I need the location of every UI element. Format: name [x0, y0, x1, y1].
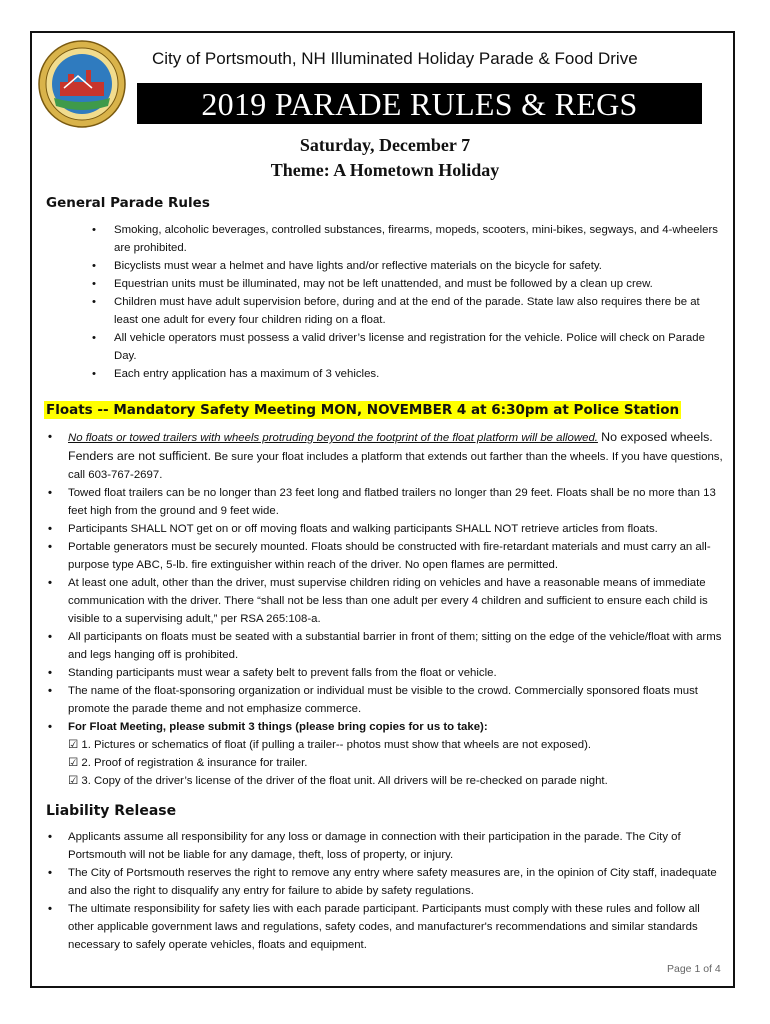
city-seal-icon [38, 40, 126, 128]
document-header-title: City of Portsmouth, NH Illuminated Holiday Parade & Food Drive [152, 49, 638, 68]
no-protruding-wheels-rule: No floats or towed trailers with wheels protruding beyond the footprint of the float platform will be allowed. [68, 432, 598, 444]
list-item: • The City of Portsmouth reserves the right to remove any entry where safety measures are, in the opinion of City staff, inadequate and also the right to disqualify any entry for failure to abide by safety regulations. [46, 864, 724, 900]
list-item: • Smoking, alcoholic beverages, controlled substances, firearms, mopeds, scooters, mini-bikes, segways, and 4-wheelers are prohibited. [92, 221, 724, 257]
list-item: • All vehicle operators must possess a valid driver’s license and registration for the vehicle. Police will check on Parade Day. [92, 329, 724, 365]
floats-heading: Floats -- Mandatory Safety Meeting MON, NOVEMBER 4 at 6:30pm at Police Station [46, 402, 680, 418]
liability-list [46, 828, 724, 954]
list-item: • The ultimate responsibility for safety lies with each parade participant. Participants must comply with these rules and follow all other applicable government laws and regulations, safety codes, and manufacturer's recommendations and similar standards necessary to safely operate vehicles, floats and equipment. [46, 900, 724, 954]
list-item: • At least one adult, other than the driver, must supervise children riding on vehicles and have a reasonable means of immediate communication with the driver. There “shall not be less than one adult per every 4 children and sufficient to ensure each child is visible to a supervising adult,” per RSA 265:108-a. [46, 574, 726, 628]
liability-heading: Liability Release [46, 803, 177, 819]
list-item: • Bicyclists must wear a helmet and have lights and/or reflective materials on the bicycle for safety. [92, 257, 724, 275]
no-exposed-wheels-text: No exposed wheels. Fenders are not sufficient. [68, 430, 713, 463]
list-item: • Children must have adult supervision before, during and at the end of the parade. State law also requires there be at least one adult for every four children riding on a float. [92, 293, 724, 329]
list-item: • The name of the float-sponsoring organization or individual must be visible to the crowd. Commercially sponsored floats must promote the parade theme and not emphasize commerce. [46, 682, 726, 718]
floats-rules-list [46, 428, 726, 790]
platform-note: Be sure your float includes a platform that extends out farther than the wheels. If you have questions, call 603-767-2697. [68, 451, 723, 481]
list-item: • Towed float trailers can be no longer than 23 feet long and flatbed trailers no longer than 29 feet. Floats shall be no more than 13 feet high from the ground and 9 feet wide. [46, 484, 726, 520]
list-item: • Applicants assume all responsibility for any loss or damage in connection with their participation in the parade. The City of Portsmouth will not be liable for any damage, theft, loss of property, or injury. [46, 828, 724, 864]
list-item: • Each entry application has a maximum of 3 vehicles. [92, 365, 724, 383]
general-rules-heading: General Parade Rules [46, 195, 210, 211]
general-rules-list [92, 221, 724, 383]
list-item: • Participants SHALL NOT get on or off moving floats and walking participants SHALL NOT retrieve articles from floats. [46, 520, 726, 538]
checklist-item: ☑ 1. Pictures or schematics of float (if pulling a trailer-- photos must show that wheels are not exposed). [68, 739, 592, 751]
list-item [46, 428, 726, 484]
parade-theme: Theme: A Hometown Holiday [270, 160, 500, 180]
page-title-banner: 2019 PARADE RULES & REGS [137, 83, 702, 124]
list-item: • Equestrian units must be illuminated, may not be left unattended, and must be followed by a clean up crew. [92, 275, 724, 293]
checklist-item: ☑ 2. Proof of registration & insurance for trailer. [68, 757, 308, 769]
list-item [46, 718, 726, 736]
list-item: • All participants on floats must be seated with a substantial barrier in front of them; sitting on the edge of the vehicle/float with arms and legs hanging off is prohibited. [46, 628, 726, 664]
list-item: • Portable generators must be securely mounted. Floats should be constructed with fire-retardant materials and must carry an all-purpose type ABC, 5-lb. fire extinguisher within reach of the driver. No open flames are permitted. [46, 538, 726, 574]
page-number: Page 1 of 4 [667, 963, 721, 975]
list-item: • Standing participants must wear a safety belt to prevent falls from the float or vehicle. [46, 664, 726, 682]
parade-date: Saturday, December 7 [299, 135, 471, 155]
checklist-item: ☑ 3. Copy of the driver’s license of the driver of the float unit. All drivers will be re-checked on parade night. [68, 775, 608, 787]
float-meeting-label: For Float Meeting, please submit 3 things (please bring copies for us to take): [68, 721, 488, 733]
